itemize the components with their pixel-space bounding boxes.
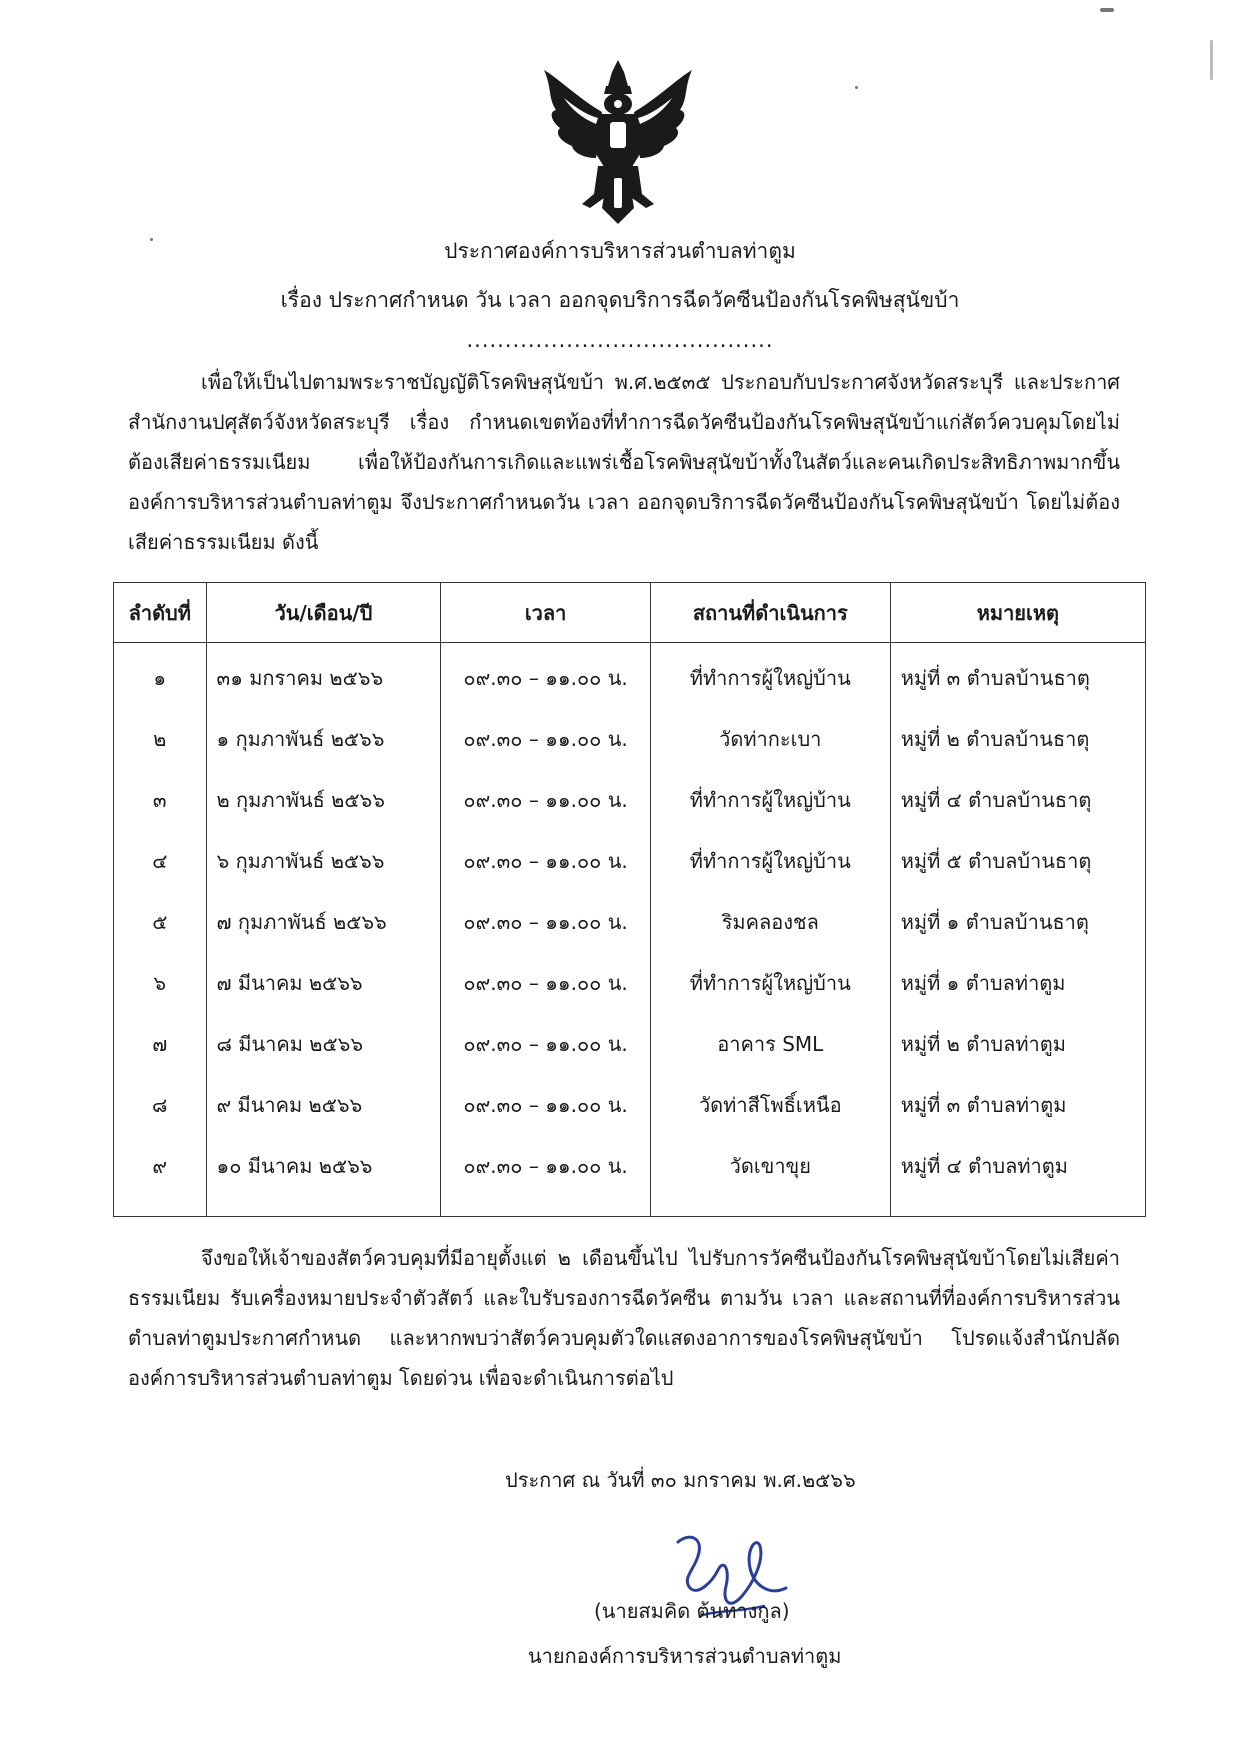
garuda-emblem-icon bbox=[538, 58, 698, 228]
cell-time: ๐๙.๓๐ – ๑๑.๐๐ น. bbox=[441, 769, 650, 830]
cell-date: ๒ กุมภาพันธ์ ๒๕๖๖ bbox=[206, 769, 441, 830]
cell-time: ๐๙.๓๐ – ๑๑.๐๐ น. bbox=[441, 891, 650, 952]
cell-date: ๖ กุมภาพันธ์ ๒๕๖๖ bbox=[206, 830, 441, 891]
cell-time: ๐๙.๓๐ – ๑๑.๐๐ น. bbox=[441, 1135, 650, 1196]
cell-place: วัดเขาขุย bbox=[650, 1135, 890, 1196]
cell-order: ๗ bbox=[114, 1013, 207, 1074]
header-date: วัน/เดือน/ปี bbox=[206, 583, 441, 643]
intro-paragraph: เพื่อให้เป็นไปตามพระราชบัญญัติโรคพิษสุนัขบ้า พ.ศ.๒๕๓๕ ประกอบกับประกาศจังหวัดสระบุรี และประกาศสำนักงานปศุสัตว์จังหวัดสระบุรี เรื่อง กำหนดเขตท้องที่ทำการฉีดวัคซีนป้องกันโรคพิษสุนัขบ้าแก่สัตว์ควบคุมโดยไม่ต้องเสียค่าธรรมเนียม เพื่อให้ป้องกันการเกิดและแพร่เชื้อโรคพิษสุนัขบ้าทั้งในสัตว์และคนเกิดประสิทธิภาพมากขึ้น องค์การบริหารส่วนตำบลท่าตูม จึงประกาศกำหนดวัน เวลา ออกจุดบริการฉีดวัคซีนป้องกันโรคพิษสุนัขบ้า โดยไม่ต้องเสียค่าธรรมเนียม ดังนี้ bbox=[128, 370, 1120, 554]
cell-note: หมู่ที่ ๒ ตำบลบ้านธาตุ bbox=[890, 708, 1145, 769]
cell-note: หมู่ที่ ๓ ตำบลท่าตูม bbox=[890, 1074, 1145, 1135]
cell-place: ริมคลองชล bbox=[650, 891, 890, 952]
cell-order: ๑ bbox=[114, 643, 207, 709]
table-row bbox=[114, 643, 1146, 709]
header-order: ลำดับที่ bbox=[114, 583, 207, 643]
table-row bbox=[114, 1074, 1146, 1135]
header-place: สถานที่ดำเนินการ bbox=[650, 583, 890, 643]
cell-time: ๐๙.๓๐ – ๑๑.๐๐ น. bbox=[441, 708, 650, 769]
cell-note: หมู่ที่ ๑ ตำบลบ้านธาตุ bbox=[890, 891, 1145, 952]
cell-order: ๔ bbox=[114, 830, 207, 891]
table-row bbox=[114, 830, 1146, 891]
cell-time: ๐๙.๓๐ – ๑๑.๐๐ น. bbox=[441, 1013, 650, 1074]
cell-date: ๑ กุมภาพันธ์ ๒๕๖๖ bbox=[206, 708, 441, 769]
table-row bbox=[114, 952, 1146, 1013]
cell-date: ๗ มีนาคม ๒๕๖๖ bbox=[206, 952, 441, 1013]
document-subject: เรื่อง ประกาศกำหนด วัน เวลา ออกจุดบริการฉีดวัคซีนป้องกันโรคพิษสุนัขบ้า bbox=[280, 288, 960, 312]
cell-date: ๘ มีนาคม ๒๕๖๖ bbox=[206, 1013, 441, 1074]
cell-note: หมู่ที่ ๕ ตำบลบ้านธาตุ bbox=[890, 830, 1145, 891]
cell-time: ๐๙.๓๐ – ๑๑.๐๐ น. bbox=[441, 952, 650, 1013]
table-header-row bbox=[114, 583, 1146, 643]
table-row bbox=[114, 1135, 1146, 1196]
cell-place: ที่ทำการผู้ใหญ่บ้าน bbox=[650, 769, 890, 830]
table-row bbox=[114, 769, 1146, 830]
table-bottom-padding bbox=[114, 1196, 1146, 1217]
cell-order: ๒ bbox=[114, 708, 207, 769]
cell-place: ที่ทำการผู้ใหญ่บ้าน bbox=[650, 830, 890, 891]
cell-order: ๖ bbox=[114, 952, 207, 1013]
scan-mark bbox=[1100, 8, 1114, 12]
document-title: ประกาศองค์การบริหารส่วนตำบลท่าตูม bbox=[444, 239, 796, 263]
table-row bbox=[114, 891, 1146, 952]
closing-paragraph: จึงขอให้เจ้าของสัตว์ควบคุมที่มีอายุตั้งแต่ ๒ เดือนขึ้นไป ไปรับการวัคซีนป้องกันโรคพิษสุนัขบ้าโดยไม่เสียค่าธรรมเนียม รับเครื่องหมายประจำตัวสัตว์ และใบรับรองการฉีดวัคซีน ตามวัน เวลา และสถานที่ที่องค์การบริหารส่วนตำบลท่าตูมประกาศกำหนด และหากพบว่าสัตว์ควบคุมตัวใดแสดงอาการของโรคพิษสุนัขบ้า โปรดแจ้งสำนักปลัดองค์การบริหารส่วนตำบลท่าตูม โดยด่วน เพื่อจะดำเนินการต่อไป bbox=[128, 1246, 1120, 1390]
header-note: หมายเหตุ bbox=[890, 583, 1145, 643]
table-row bbox=[114, 708, 1146, 769]
cell-note: หมู่ที่ ๑ ตำบลท่าตูม bbox=[890, 952, 1145, 1013]
cell-order: ๕ bbox=[114, 891, 207, 952]
cell-time: ๐๙.๓๐ – ๑๑.๐๐ น. bbox=[441, 1074, 650, 1135]
cell-note: หมู่ที่ ๔ ตำบลบ้านธาตุ bbox=[890, 769, 1145, 830]
vaccination-schedule-table bbox=[113, 582, 1146, 1217]
cell-place: ที่ทำการผู้ใหญ่บ้าน bbox=[650, 643, 890, 709]
scan-dust bbox=[150, 238, 153, 241]
cell-order: ๙ bbox=[114, 1135, 207, 1196]
announcement-date: ประกาศ ณ วันที่ ๓๐ มกราคม พ.ศ.๒๕๖๖ bbox=[505, 1468, 856, 1492]
cell-note: หมู่ที่ ๒ ตำบลท่าตูม bbox=[890, 1013, 1145, 1074]
cell-order: ๓ bbox=[114, 769, 207, 830]
scan-edge bbox=[1210, 40, 1213, 80]
signer-position: นายกองค์การบริหารส่วนตำบลท่าตูม bbox=[528, 1644, 842, 1668]
cell-date: ๑๐ มีนาคม ๒๕๖๖ bbox=[206, 1135, 441, 1196]
cell-place: วัดท่าสีโพธิ์เหนือ bbox=[650, 1074, 890, 1135]
cell-date: ๓๑ มกราคม ๒๕๖๖ bbox=[206, 643, 441, 709]
cell-date: ๙ มีนาคม ๒๕๖๖ bbox=[206, 1074, 441, 1135]
cell-note: หมู่ที่ ๔ ตำบลท่าตูม bbox=[890, 1135, 1145, 1196]
table-row bbox=[114, 1013, 1146, 1074]
cell-note: หมู่ที่ ๓ ตำบลบ้านธาตุ bbox=[890, 643, 1145, 709]
cell-time: ๐๙.๓๐ – ๑๑.๐๐ น. bbox=[441, 643, 650, 709]
cell-place: วัดท่ากะเบา bbox=[650, 708, 890, 769]
signer-name: (นายสมคิด ต้นทางกูล) bbox=[594, 1599, 790, 1623]
cell-place: อาคาร SML bbox=[650, 1013, 890, 1074]
cell-time: ๐๙.๓๐ – ๑๑.๐๐ น. bbox=[441, 830, 650, 891]
title-separator: ........................................ bbox=[466, 328, 774, 352]
cell-order: ๘ bbox=[114, 1074, 207, 1135]
header-time: เวลา bbox=[441, 583, 650, 643]
scan-dust bbox=[855, 86, 858, 89]
cell-date: ๗ กุมภาพันธ์ ๒๕๖๖ bbox=[206, 891, 441, 952]
cell-place: ที่ทำการผู้ใหญ่บ้าน bbox=[650, 952, 890, 1013]
